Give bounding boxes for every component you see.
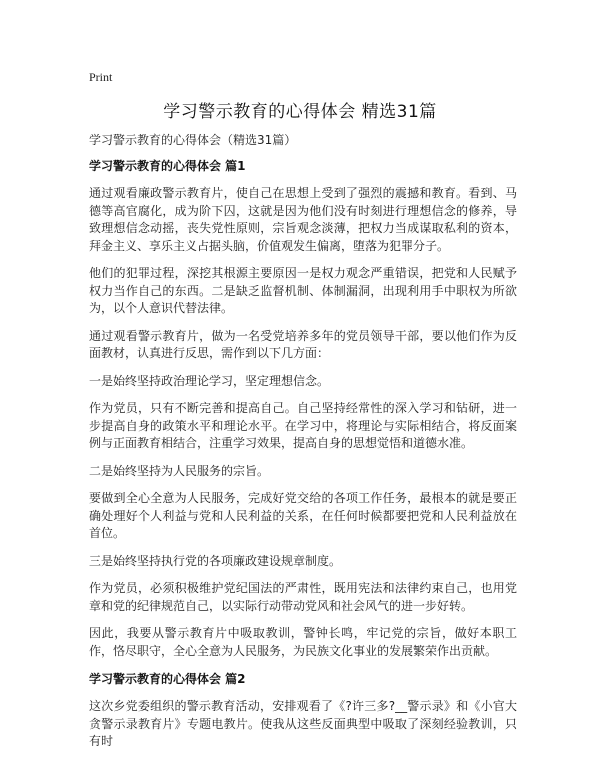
paragraph: 一是始终坚持政治理论学习，坚定理想信念。: [89, 373, 330, 388]
paragraph: 他们的犯罪过程，深挖其根源主要原因一是权力观念严重错误，把党和人民赋予权力当作自己的东西。二是缺乏监督机制、体制漏洞，出现利用手中职权为所欲为，以个人意识代替法律。: [89, 266, 517, 315]
paragraph: 这次乡党委组织的警示教育活动，安排观看了《?许三多?__警示录》和《小官大贪警示录教育片》专题电教片。使我从这些反面典型中吸取了深刻经验教训，只有时: [89, 699, 517, 748]
print-link[interactable]: Print: [89, 70, 113, 84]
paragraph: 二是始终坚持为人民服务的宗旨。: [89, 463, 270, 478]
section-heading-2: 学习警示教育的心得体会 篇2: [89, 672, 246, 686]
paragraph: 因此，我要从警示教育片中吸取教训，警钟长鸣，牢记党的宗旨，做好本职工作，恪尽职守，全心全意为人民服务，为民族文化事业的发展繁荣作出贡献。: [89, 626, 517, 658]
paragraph: 三是始终坚持执行党的各项廉政建设规章制度。: [89, 553, 342, 568]
paragraph: 通过观看廉政警示教育片，使自己在思想上受到了强烈的震撼和教育。看到、马德等高官腐化，成为阶下囚，这就是因为他们没有时刻进行理想信念的修养，导致理想信念动摇，丧失党性原则，宗旨观念淡薄，把权力当成谋取私利的资本，拜金主义、享乐主义占据头脑，价值观发生偏离，堕落为犯罪分子。: [89, 186, 517, 253]
page-title: 学习警示教育的心得体会 精选31篇: [163, 102, 437, 122]
article-subtitle: 学习警示教育的心得体会（精选31篇）: [89, 133, 297, 147]
paragraph: 通过观看警示教育片，做为一名受党培养多年的党员领导干部，要以他们作为反面教材，认真进行反思，需作到以下几方面：: [89, 328, 517, 360]
article-body: [89, 131, 517, 761]
paragraph: 作为党员，必须积极维护党纪国法的严肃性，既用宪法和法律约束自己，也用党章和党的纪律规范自己，以实际行动带动党风和社会风气的进一步好转。: [89, 581, 517, 613]
section-heading-1: 学习警示教育的心得体会 篇1: [89, 159, 246, 173]
paragraph: 作为党员，只有不断完善和提高自己。自己坚持经常性的深入学习和钻研，进一步提高自身的政策水平和理论水平。在学习中，将理论与实际相结合，将反面案例与正面教育相结合，注重学习效果，提高自身的思想觉悟和道德水准。: [89, 401, 517, 450]
paragraph: 要做到全心全意为人民服务，完成好党交给的各项工作任务，最根本的就是要正确处理好个人利益与党和人民利益的关系，在任何时候都要把党和人民利益放在首位。: [89, 491, 517, 540]
